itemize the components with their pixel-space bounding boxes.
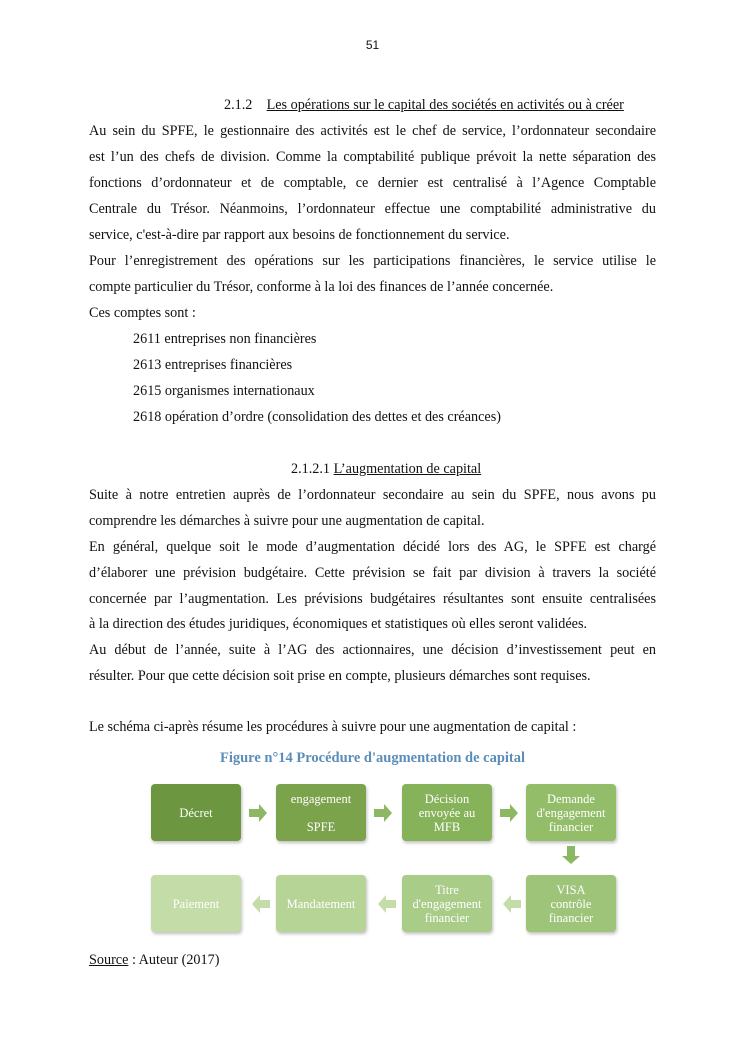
flow-box-engagement-spfe: [276, 784, 366, 841]
p2-line-last: compte particulier du Trésor, conforme à la loi des finances de l’année concernée.: [89, 279, 554, 295]
flow-box-label: Titre d'engagement financier: [412, 882, 482, 925]
arrow-left-icon: [502, 894, 522, 914]
section-title: Les opérations sur le capital des sociétés en activités ou à créer: [266, 97, 624, 113]
flow-box-label: Paiement: [172, 896, 220, 911]
arrow-down-icon: [561, 845, 581, 865]
page-number: 51: [365, 38, 380, 52]
accounts-intro: Ces comptes sont :: [89, 305, 196, 321]
section-heading: [224, 97, 624, 113]
source-line: [89, 952, 219, 968]
p5-line: Au début de l’année, suite à l’AG des actionnaires, une décision d’investissement peut en: [89, 642, 656, 658]
schema-intro: Le schéma ci-après résume les procédures à suivre pour une augmentation de capital :: [89, 719, 577, 735]
subsection-heading: [291, 461, 481, 477]
figure-title: Figure n°14 Procédure d'augmentation de capital: [219, 750, 526, 766]
account-item: 2613 entreprises financières: [133, 357, 293, 373]
flow-box-label: VISA contrôle financier: [548, 882, 594, 925]
flow-box-label: engagement SPFE: [290, 791, 352, 834]
flow-box-label: Demande d'engagement financier: [536, 791, 606, 834]
flow-box-decision-mfb: [402, 784, 492, 841]
flow-box-label: Décret: [179, 805, 213, 820]
flow-box-visa-controle: [526, 875, 616, 932]
flow-box-mandatement: [276, 875, 366, 932]
source-label: Source: [89, 952, 129, 968]
p2-line: Pour l’enregistrement des opérations sur les participations financières, le service utilise le: [89, 253, 656, 269]
subsection-title: L’augmentation de capital: [333, 461, 482, 477]
p1-line: Centrale du Trésor. Néanmoins, l’ordonnateur effectue une comptabilité administrative du: [89, 201, 656, 217]
p4-line: d’élaborer une prévision budgétaire. Cette prévision se fait par division à travers la société: [89, 565, 656, 581]
p1-line: Au sein du SPFE, le gestionnaire des activités est le chef de service, l’ordonnateur secondaire: [89, 123, 656, 139]
p3-line: Suite à notre entretien auprès de l’ordonnateur secondaire au sein du SPFE, nous avons pu: [89, 487, 656, 503]
p4-line: En général, quelque soit le mode d’augmentation décidé lors des AG, le SPFE est chargé: [89, 539, 656, 555]
p4-line: concernée par l’augmentation. Les prévisions budgétaires résultantes sont ensuite centralisées: [89, 591, 656, 607]
p1-line: est l’un des chefs de division. Comme la comptabilité publique prévoit la nette séparation des: [89, 149, 656, 165]
p1-line-last: service, c'est-à-dire par rapport aux besoins de fonctionnement du service.: [89, 227, 510, 243]
arrow-right-icon: [499, 803, 519, 823]
p1-line: fonctions d’ordonnateur et de comptable, ce dernier est centralisé à l’Agence Comptable: [89, 175, 656, 191]
arrow-left-icon: [377, 894, 397, 914]
flow-box-label: Décision envoyée au MFB: [418, 791, 476, 834]
p5-line-last: résulter. Pour que cette décision soit prise en compte, plusieurs démarches sont requises.: [89, 668, 591, 684]
section-number: 2.1.2: [224, 97, 253, 113]
flow-box-paiement: [151, 875, 241, 932]
source-text: : Auteur (2017): [128, 952, 220, 968]
p3-line-last: comprendre les démarches à suivre pour une augmentation de capital.: [89, 513, 485, 529]
flow-box-titre-engagement: [402, 875, 492, 932]
p4-line-last: à la direction des études juridiques, économiques et statistiques où elles seront validées.: [89, 616, 588, 632]
account-item: 2611 entreprises non financières: [133, 331, 317, 347]
flow-box-demande-engagement: [526, 784, 616, 841]
arrow-right-icon: [373, 803, 393, 823]
account-item: 2615 organismes internationaux: [133, 383, 315, 399]
arrow-right-icon: [248, 803, 268, 823]
account-item: 2618 opération d’ordre (consolidation des dettes et des créances): [133, 409, 501, 425]
arrow-left-icon: [251, 894, 271, 914]
flow-box-decret: [151, 784, 241, 841]
subsection-number: 2.1.2.1: [291, 461, 331, 477]
flow-box-label: Mandatement: [286, 896, 356, 911]
